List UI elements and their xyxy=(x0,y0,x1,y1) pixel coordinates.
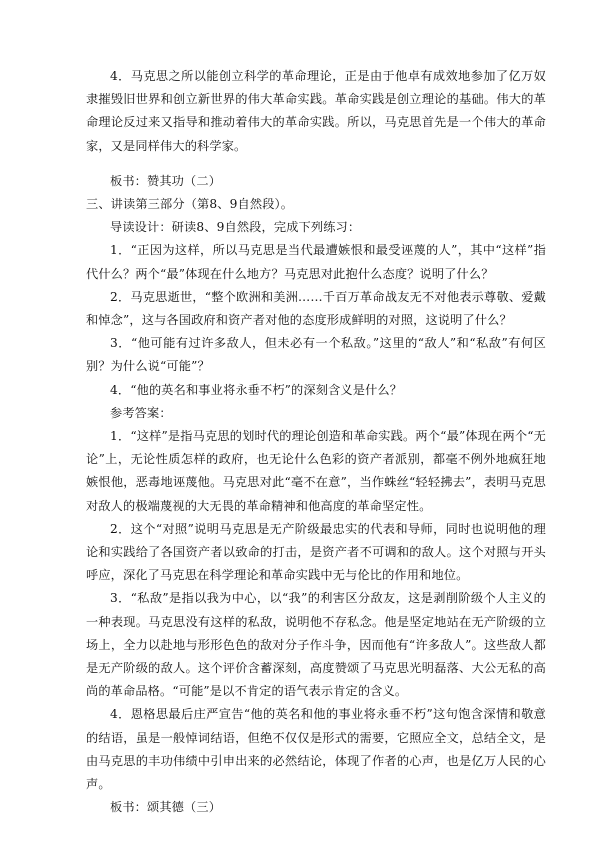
answer-1: 1．“这样”是指马克思的划时代的理论创造和革命实践。两个“最”体现在两个“无论”上，无论性质怎样的政府，也无论什么色彩的资产者派别，都毫不例外地疯狂地嫉恨他，恶毒地诬蔑他。马克思对此“毫不在意”，当作蛛丝“轻轻拂去”，表明马克思对敌人的极端蔑视的大无畏的革命精神和他高度的革命坚定性。 xyxy=(86,429,546,513)
reading-guide-design: 导读设计：研读8、9自然段，完成下列练习： xyxy=(110,220,361,235)
answer-4: 4．恩格思最后庄严宣告“他的英名和他的事业将永垂不朽”这句饱含深情和敬意的结语，虽是一般悼词结语，但绝不仅仅是形式的需要，它照应全文，总结全文，是由马克思的丰功伟绩中引申出来的必然结论，体现了作者的心声，也是亿万人民的心声。 xyxy=(86,707,546,792)
document-body xyxy=(86,65,546,820)
exercise-question-2: 2．马克思逝世，“整个欧洲和美洲……千百万革命战友无不对他表示尊敬、爱戴和悼念”，这与各国政府和资产者对他的态度形成鲜明的对照，这说明了什么？ xyxy=(86,289,546,328)
paragraph-marx-theory-practice: 4．马克思之所以能创立科学的革命理论，正是由于他卓有成效地参加了亿万奴隶摧毁旧世界和创立新世界的伟大革命实践。革命实践是创立理论的基础。伟大的革命理论反过来又指导和推动着伟大的革命实践。所以，马克思首先是一个伟大的革命家，又是同样伟大的科学家。 xyxy=(86,69,546,153)
exercise-question-3: 3．“他可能有过许多敌人，但未必有一个私敌。”这里的“敌人”和“私敌”有何区别？为什么说“可能”？ xyxy=(86,336,546,374)
exercise-question-1: 1．“正因为这样，所以马克思是当代最遭嫉恨和最受诬蔑的人”，其中“这样”指代什么？两个“最”体现在什么地方？马克思对此抱什么态度？说明了什么？ xyxy=(86,243,546,281)
reference-answers-heading: 参考答案： xyxy=(110,405,172,420)
answer-2: 2．这个“对照”说明马克思是无产阶级最忠实的代表和导师，同时也说明他的理论和实践给了各国资产者以致命的打击，是资产者不可调和的敌人。这个对照与开头呼应，深化了马克思在科学理论和革命实践中无与伦比的作用和地位。 xyxy=(86,521,546,583)
section-heading-part-three: 三、讲读第三部分（第8、9自然段）。 xyxy=(86,197,294,212)
answer-3: 3．“私敌”是指以我为中心，以“我”的利害区分敌友，这是剥削阶级个人主义的一种表现。马克思没有这样的私敌，说明他不存私念。他是坚定地站在无产阶级的立场上，全力以赴地与形形色色的敌对分子作斗争，因而他有“许多敌人”。这些敌人都是无产阶级的敌人。这个评价含蓄深刻，高度赞颂了马克思光明磊落、大公无私的高尚的革命品格。“可能”是以不肯定的语气表示肯定的含义。 xyxy=(86,591,546,699)
board-note-praise-merit: 板书：赞其功（二） xyxy=(110,173,222,188)
exercise-question-4: 4．“他的英名和事业将永垂不朽”的深刻含义是什么？ xyxy=(110,382,403,397)
board-note-praise-virtue: 板书：颂其德（三） xyxy=(110,800,222,815)
